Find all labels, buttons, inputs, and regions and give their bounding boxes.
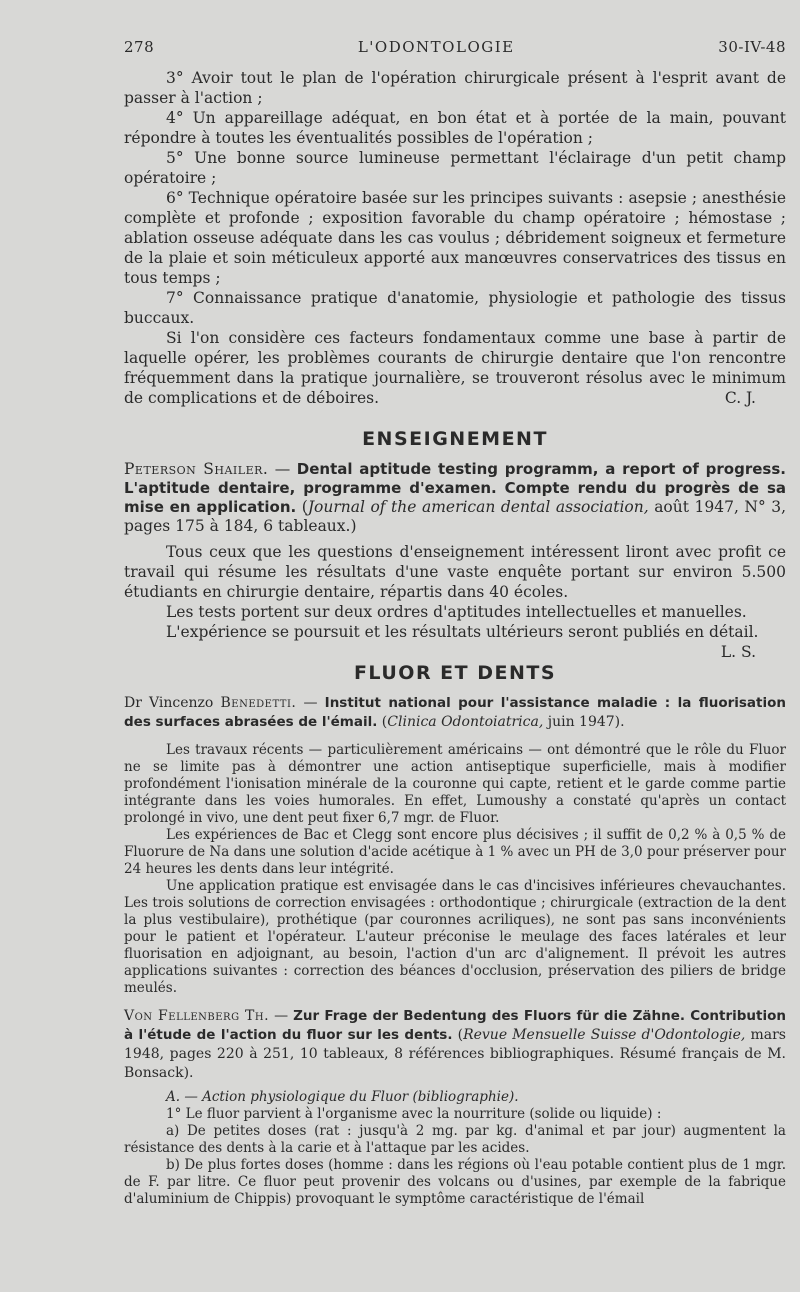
article-title: Institut national pour l'assistance maladie : la fluorisation des surfaces abrasées de l'émail. — [124, 695, 786, 730]
ref-open: ( — [377, 714, 388, 730]
subheading: A. — Action physiologique du Fluor (bibliographie). — [166, 1089, 519, 1105]
intro-signature: C. J. — [724, 389, 756, 407]
entry-heading-fellenberg — [124, 1007, 786, 1083]
paragraph: Les expériences de Bac et Clegg sont encore plus décisives ; il suffit de 0,2 % à 0,5 % de Fluorure de Na dans une solution d'acide acétique à 1 % avec un PH de 3,0 pour préserver pour 24 heures les dents dans leur intégrité. — [124, 827, 786, 877]
paragraph — [124, 622, 786, 661]
dash: — — [296, 695, 325, 711]
journal-ref: août 1947, N° 3, pages 175 à 184, 6 tableaux.) — [124, 498, 787, 535]
journal-title: L'ODONTOLOGIE — [357, 38, 515, 56]
running-header — [124, 38, 786, 56]
intro-item-6: 6° Technique opératoire basée sur les principes suivants : asepsie ; anesthésie complète et profonde ; exposition favorable du champ opératoire ; hémostase ; ablation osseuse adéquate dans les cas voulus ; débridement soigneux et fermeture de la plaie et soin méticuleux apporté aux manœuvres conservatrices des tissus en tous temps ; — [124, 189, 786, 287]
section-heading-enseignement: ENSEIGNEMENT — [362, 428, 548, 450]
article-title-en: Dental aptitude testing programm, a report of progress. — [296, 460, 786, 478]
article-title-fr: Contribution à l'étude de l'action du fluor sur les dents. — [124, 1008, 787, 1043]
intro-item-7: 7° Connaissance pratique d'anatomie, physiologie et pathologie des tissus buccaux. — [124, 289, 786, 327]
journal-name: Journal of the american dental association, — [307, 498, 649, 516]
article-title-fr: L'aptitude dentaire, programme d'examen. Compte rendu du progrès de sa mise en application. — [124, 479, 786, 516]
intro-item-5: 5° Une bonne source lumineuse permettant l'éclairage d'un petit champ opératoire ; — [124, 149, 786, 187]
intro-item-3: 3° Avoir tout le plan de l'opération chirurgicale présent à l'esprit avant de passer à l'action ; — [124, 69, 786, 107]
paragraph: 1° Le fluor parvient à l'organisme avec la nourriture (solide ou liquide) : — [166, 1106, 662, 1122]
journal-ref: mars 1948, pages 220 à 251, 10 tableaux, 8 références bibliographiques. Résumé français de M. Bonsack). — [124, 1027, 786, 1081]
intro-list — [124, 68, 786, 408]
issue-date: 30-IV-48 — [718, 38, 786, 56]
entry-heading-peterson — [124, 460, 786, 536]
paragraph: a) De petites doses (rat : jusqu'à 2 mg. par kg. d'animal et par jour) augmentent la résistance des dents à la carie et à l'attaque par les acides. — [124, 1123, 786, 1156]
section-fluor — [124, 694, 786, 1208]
intro-conclusion-text: Si l'on considère ces facteurs fondamentaux comme une base à partir de laquelle opérer, les problèmes courants de chirurgie dentaire que l'on rencontre fréquemment dans la pratique journalière, se trouveront résolus avec le minimum de complications et de déboires. — [124, 329, 786, 407]
page-number: 278 — [124, 38, 155, 56]
article-title-de: Zur Frage der Bedentung des Fluors für die Zähne. — [293, 1008, 685, 1024]
paragraph: Une application pratique est envisagée dans le cas d'incisives inférieures chevauchantes. Les trois solutions de correction envisagées : orthodontique ; chirurgicale (extraction de la dent la plus vestibulaire), prothétique (par couronnes acriliques), ne sont pas sans inconvénients pour le patient et l'opérateur. L'auteur préconise le meulage des faces latérales et leur fluorisation en adjoignant, au besoin, l'action d'un arc d'alignement. Il prévoit les autres applications suivantes : correction des béances d'occlusion, préservation des piliers de bridge meulés. — [124, 878, 786, 996]
author-name: Von Fellenberg Th. — [124, 1008, 270, 1024]
dash: — — [269, 1008, 294, 1024]
entry-heading-benedetti — [124, 694, 786, 732]
author-name: Peterson Shailer. — [124, 460, 269, 478]
ref-open: ( — [452, 1027, 464, 1043]
ref-open: ( — [296, 498, 308, 516]
paragraph: Les travaux récents — particulièrement américains — ont démontré que le rôle du Fluor ne se limite pas à démontrer une action antiseptique superficielle, mais à modifier profondément l'ionisation minérale de la couronne qui capte, retient et le garde comme partie intégrante dans les voies humorales. En effet, Lumoushy a constaté qu'après un contact prolongé in vivo, une dent peut fixer 6,7 mgr. de Fluor. — [124, 742, 786, 826]
dash: — — [268, 460, 297, 478]
journal-name: Clinica Odontoiatrica, — [387, 714, 544, 730]
journal-name: Revue Mensuelle Suisse d'Odontologie, — [463, 1027, 746, 1043]
journal-ref: juin 1947). — [543, 714, 625, 730]
paragraph: Les tests portent sur deux ordres d'aptitudes intellectuelles et manuelles. — [166, 603, 747, 621]
intro-conclusion — [124, 328, 786, 408]
section-enseignement — [124, 460, 787, 661]
paragraph-text: L'expérience se poursuit et les résultats ultérieurs seront publiés en détail. — [166, 623, 759, 641]
paragraph: b) De plus fortes doses (homme : dans les régions où l'eau potable contient plus de 1 mgr. de F. par litre. Ce fluor peut provenir des volcans ou d'usines, par exemple de la fabrique d'aluminium de Chippis) provoquant le symptôme caractéristique de l'émail — [124, 1157, 786, 1207]
paragraph: Tous ceux que les questions d'enseignement intéressent liront avec profit ce travail qui résume les résultats d'une vaste enquête portant sur environ 5.500 étudiants en chirurgie dentaire, répartis dans 40 écoles. — [124, 543, 786, 601]
author-prefix: Dr Vincenzo — [124, 695, 221, 711]
author-name: Benedetti. — [220, 695, 297, 711]
intro-item-4: 4° Un appareillage adéquat, en bon état et à portée de la main, pouvant répondre à toutes les éventualités possibles de l'opération ; — [124, 109, 786, 147]
signature: L. S. — [720, 643, 756, 661]
section-heading-fluor: FLUOR ET DENTS — [353, 662, 557, 684]
